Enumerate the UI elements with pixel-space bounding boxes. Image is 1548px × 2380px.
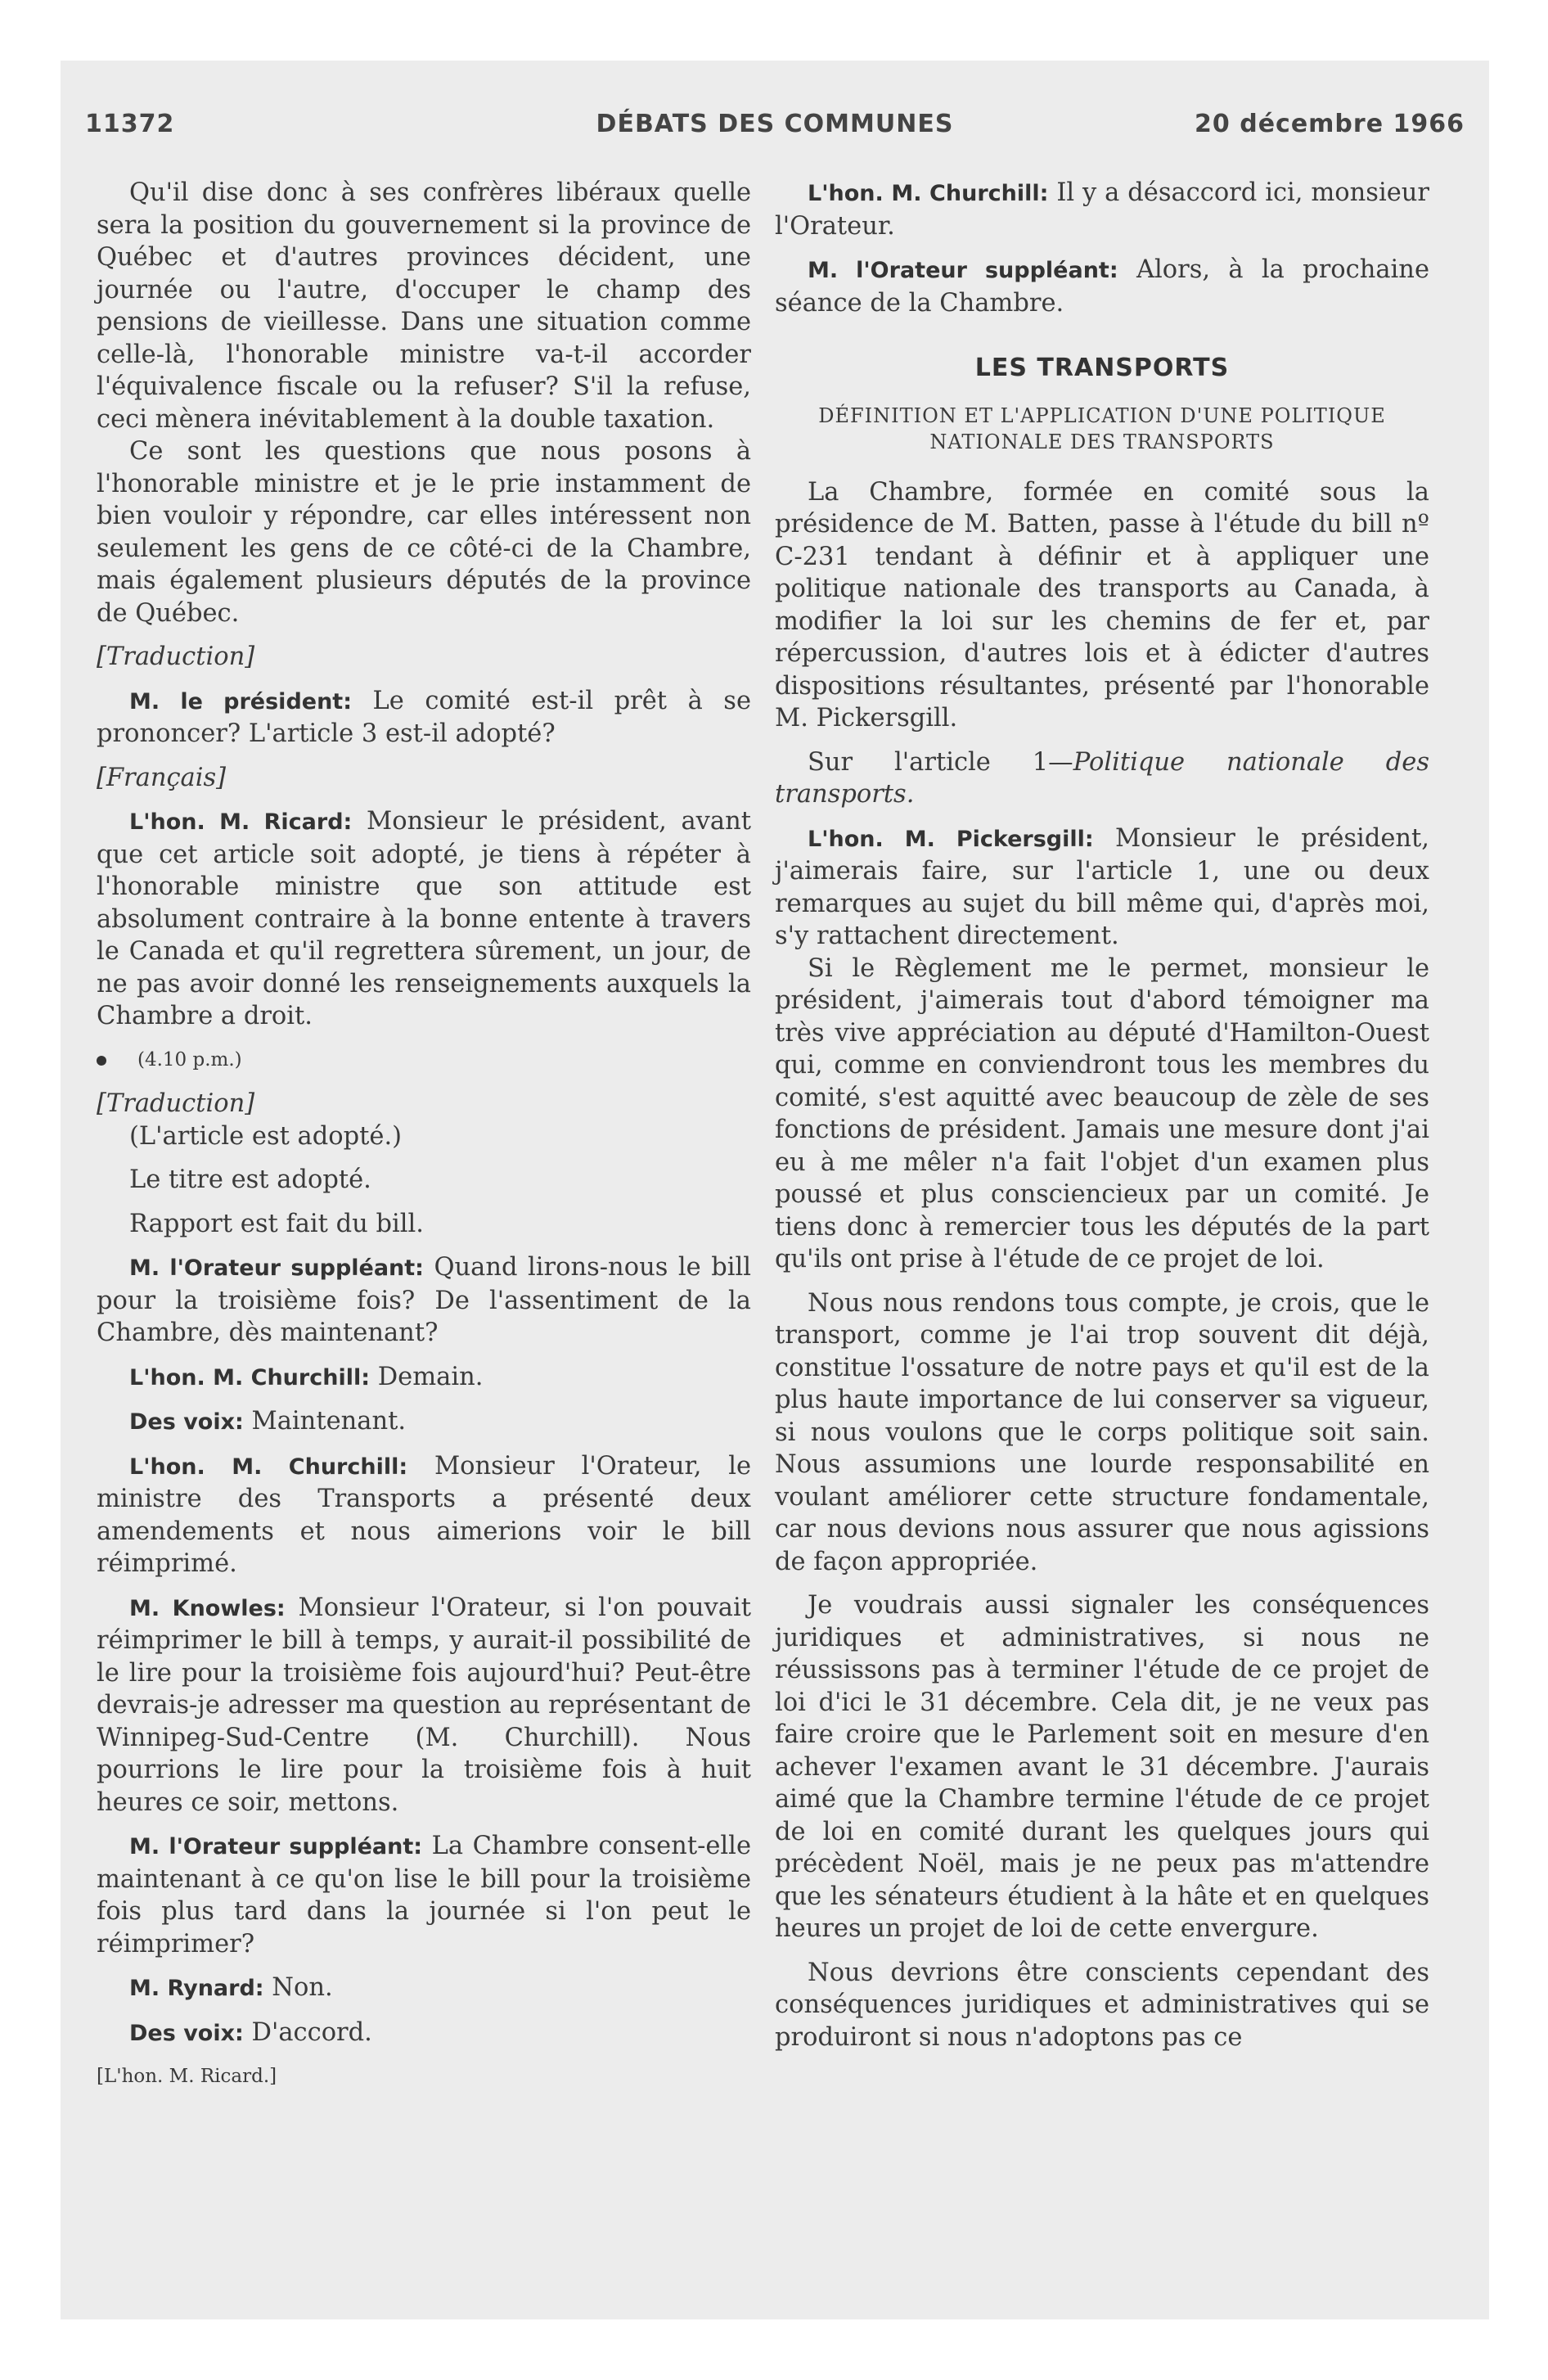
speaker: L'hon. M. Churchill: (129, 1364, 371, 1391)
procedural-note: Le titre est adopté. (129, 1165, 371, 1194)
procedural-note: (L'article est adopté.) (129, 1121, 403, 1151)
speech (775, 254, 1429, 319)
speaker: M. l'Orateur suppléant: (808, 258, 1118, 283)
speaker: M. le président: (129, 688, 353, 714)
speech-text: Quand lirons-nous le bill pour la troisième fois? De l'assentiment de la Chambre, dès maintenant? (97, 1253, 751, 1347)
speech-text: Le comité est-il prêt à se prononcer? L'article 3 est-il adopté? (97, 686, 751, 748)
time-text: (4.10 p.m.) (137, 1048, 242, 1071)
page-header (85, 110, 1465, 151)
paragraph: La Chambre, formée en comité sous la présidence de M. Batten, passe à l'étude du bill nº C-231 tendant à définir et à appliquer une politique nationale des transports au Canada, à modifier la loi sur les chemins de fer et, par répercussion, d'autres lois et à édicter d'autres dispositions résultantes, présenté par l'honorable M. Pickersgill. (775, 477, 1429, 732)
speech-text: Monsieur le président, j'aimerais faire, sur l'article 1, une ou deux remarques au sujet du bill même qui, d'après moi, s'y rattachent directement. (775, 823, 1429, 950)
speech (775, 177, 1429, 242)
speaker: M. l'Orateur suppléant: (129, 1255, 424, 1281)
francais-marker: [Français] (97, 763, 227, 792)
speaker: Des voix: (129, 1409, 244, 1435)
speaker: L'hon. M. Ricard: (129, 809, 353, 835)
speech-text: Non. (263, 1973, 333, 2002)
procedural-note: Rapport est fait du bill. (129, 1209, 424, 1238)
paragraph (775, 746, 1429, 811)
speech-text: Alors, à la prochaine séance de la Chambre. (775, 255, 1429, 318)
footer-speaker-note: [L'hon. M. Ricard.] (97, 2066, 277, 2087)
traduction-marker: [Traduction] (97, 1089, 255, 1118)
speech (97, 805, 751, 1033)
speaker: M. Knowles: (129, 1595, 286, 1621)
speaker: M. Rynard: (129, 1976, 264, 2001)
speaker: Des voix: (129, 2020, 244, 2046)
speech-text: Monsieur le président, avant que cet article soit adopté, je tiens à répéter à l'honorable ministre que son attitude est absolument contraire à la bonne entente à travers le Canada et qu'il regrettera sûrement, un jour, de ne pas avoir donné les renseignements auxquels la Chambre a droit. (97, 807, 751, 1030)
paragraph-text: Sur l'article 1— (808, 747, 1073, 777)
speaker: M. l'Orateur suppléant: (129, 1834, 423, 1859)
section-subtitle: DÉFINITION ET L'APPLICATION D'UNE POLITIQUE NATIONALE DES TRANSPORTS (818, 403, 1386, 453)
speech-text: Il y a désaccord ici, monsieur l'Orateur. (775, 178, 1429, 241)
bullet-icon (97, 1056, 106, 1066)
traduction-marker: [Traduction] (97, 642, 255, 671)
speech-text: Demain. (370, 1362, 484, 1391)
paragraph: Ce sont les questions que nous posons à l'honorable ministre et je le prie instamment de bien vouloir y répondre, car elles intéressent non seulement les gens de ce côté-ci de la Chambre, mais également plusieurs députés de la province de Québec. (97, 437, 751, 628)
speech-text: Monsieur l'Orateur, si l'on pouvait réimprimer le bill à temps, y aurait-il possibilité de le lire pour la troisième fois aujourd'hui? Peut-être devrais-je adresser ma question au représentant de Winnipeg-Sud-Centre (M. Churchill). Nous pourrions le lire pour la troisième fois à huit heures ce soir, mettons. (97, 1593, 751, 1817)
speech (97, 1405, 751, 1439)
time-marker (97, 1044, 751, 1077)
right-column (775, 177, 1429, 2053)
paragraph: Nous devrions être conscients cependant des conséquences juridiques et administratives qui se produiront si nous n'adoptons pas ce (775, 1958, 1429, 2052)
paragraph: Si le Règlement me le permet, monsieur le président, j'aimerais tout d'abord témoigner ma très vive appréciation au député d'Hamilton-Ouest qui, comme en conviendront tous les membres du comité, s'est aquitté avec beaucoup de zèle de ses fonctions de président. Jamais une mesure dont j'ai eu à me mêler n'a fait l'objet d'un examen plus poussé et plus consciencieux par un comité. Je tiens donc à remercier tous les députés de la part qu'ils ont prise à l'étude de ce projet de loi. (775, 953, 1429, 1273)
speech-text: Maintenant. (243, 1407, 407, 1436)
speech (97, 1251, 751, 1350)
scanned-page (61, 61, 1489, 2319)
speech-text: Monsieur l'Orateur, le ministre des Transports a présenté deux amendements et nous aimerions voir le bill réimprimé. (97, 1451, 751, 1578)
paragraph: Qu'il dise donc à ses confrères libéraux quelle sera la position du gouvernement si la province de Québec et d'autres provinces décident, une journée ou l'autre, d'occuper le champ des pensions de vieillesse. Dans une situation comme celle-là, l'honorable ministre va-t-il accorder l'équivalence fiscale ou la refuser? S'il la refuse, ceci mènera inévitablement à la double taxation. (97, 178, 751, 434)
speaker: L'hon. M. Pickersgill: (808, 826, 1094, 852)
speech (97, 1972, 751, 2005)
speech-text: D'accord. (243, 2017, 372, 2047)
speech-text: La Chambre consent-elle maintenant à ce qu'on lise le bill pour la troisième fois plus tard dans la journée si l'on peut le réimprimer? (97, 1832, 751, 1959)
speech (97, 1361, 751, 1395)
paragraph: Nous nous rendons tous compte, je crois, que le transport, comme je l'ai trop souvent dit déjà, constitue l'ossature de notre pays et qu'il est de la plus haute importance de lui conserver sa vigueur, si nous voulons que le corps politique soit sain. Nous assumions une lourde responsabilité en voulant améliorer cette structure fondamentale, car nous devions nous assurer que nous agissions de façon appropriée. (775, 1288, 1429, 1576)
page-number: 11372 (85, 110, 175, 138)
speech (775, 823, 1429, 953)
speech (97, 2017, 751, 2050)
speaker: L'hon. M. Churchill: (129, 1454, 408, 1480)
page-title: DÉBATS DES COMMUNES (596, 110, 954, 138)
speech (97, 1450, 751, 1580)
paragraph: Je voudrais aussi signaler les conséquences juridiques et administratives, si nous ne réussissons pas à terminer l'étude de ce projet de loi d'ici le 31 décembre. Cela dit, je ne veux pas faire croire que le Parlement soit en mesure d'en achever l'examen avant le 31 décembre. J'aurais aimé que la Chambre termine l'étude de ce projet de loi en comité durant les quelques jours qui précèdent Noël, mais je ne peux pas m'attendre que les sénateurs étudient à la hâte et en quelques heures un projet de loi de cette envergure. (775, 1591, 1429, 1943)
speech (97, 1592, 751, 1819)
speech (97, 685, 751, 751)
page-date: 20 décembre 1966 (1195, 110, 1465, 138)
section-title: LES TRANSPORTS (974, 354, 1230, 382)
speaker: L'hon. M. Churchill: (808, 181, 1049, 206)
article-title: Politique nationale des transports. (775, 747, 1429, 809)
left-column (97, 177, 751, 2094)
speech (97, 1830, 751, 1960)
